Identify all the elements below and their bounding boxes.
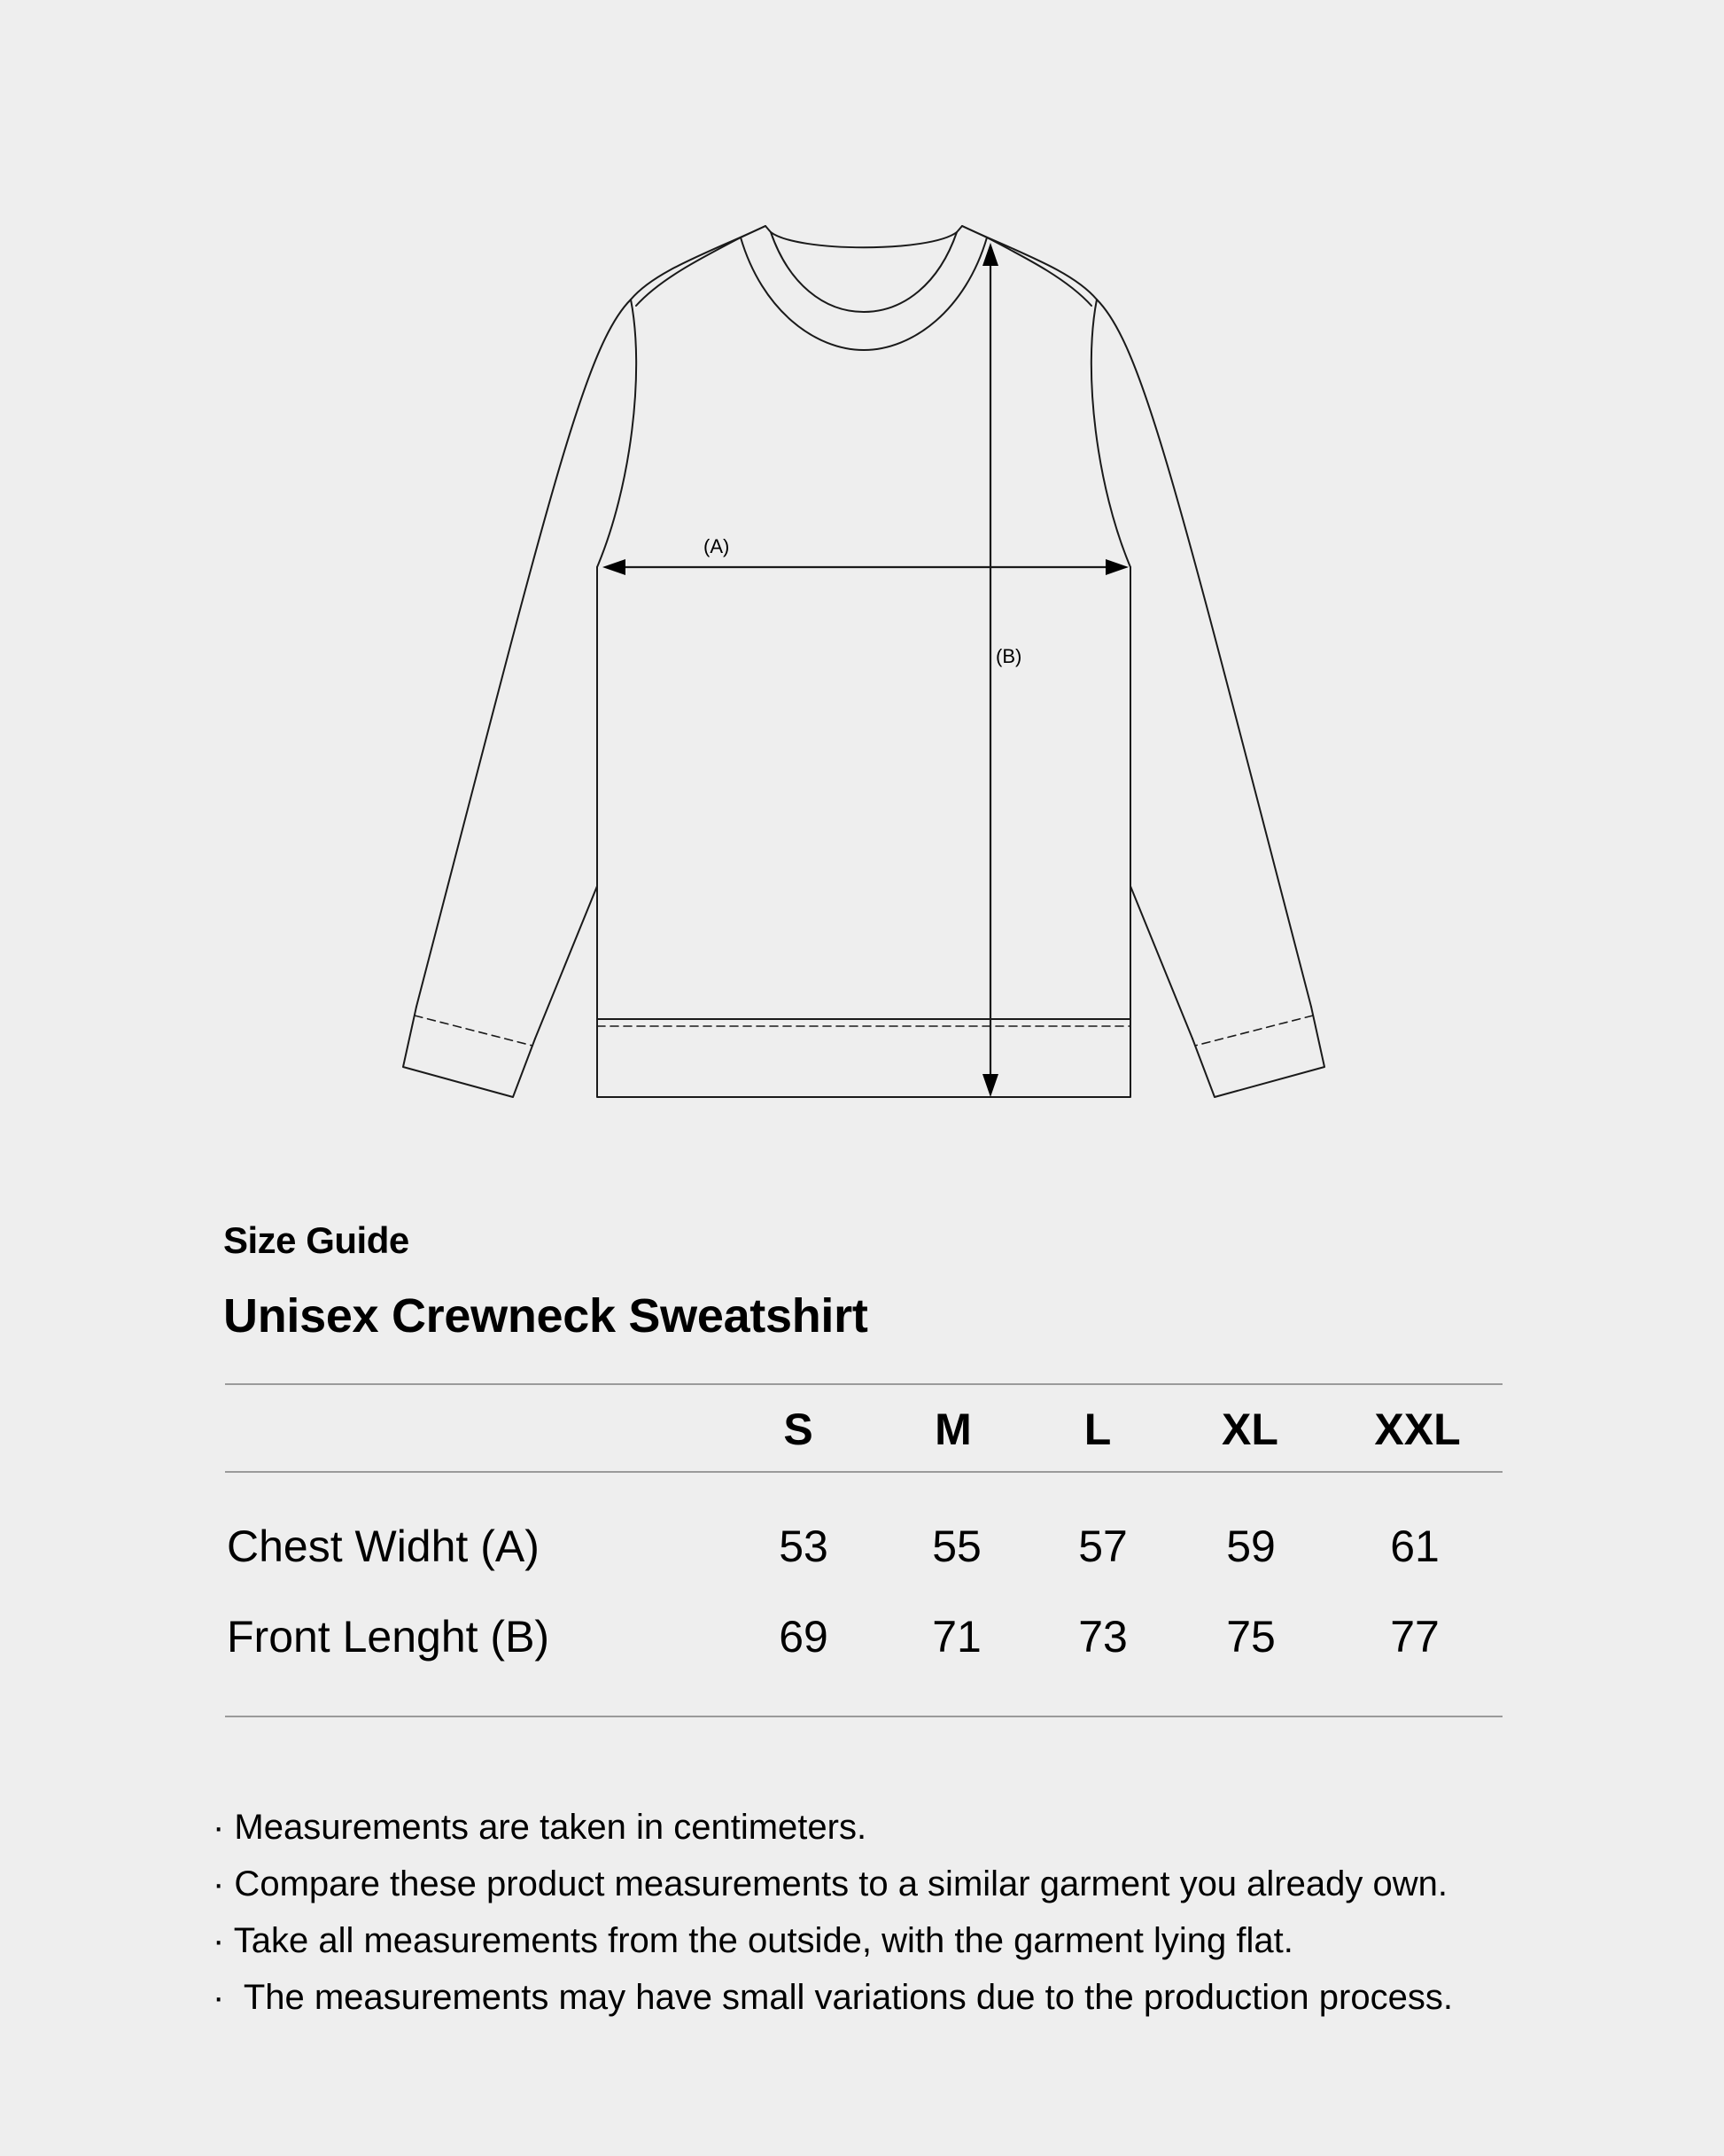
body-outline	[597, 567, 1130, 1097]
right-armhole	[1091, 300, 1130, 567]
right-cuff-stitch	[1195, 1016, 1313, 1046]
label-a: (A)	[703, 535, 730, 557]
sweatshirt-outline	[403, 226, 1324, 1097]
right-sleeve-inner	[1130, 886, 1192, 1039]
cell-chest-xxl: 61	[1390, 1522, 1440, 1571]
cell-length-l: 73	[1078, 1612, 1128, 1662]
neckline-back	[771, 232, 957, 247]
row-label-length: Front Lenght (B)	[227, 1612, 550, 1662]
cell-length-xxl: 77	[1390, 1612, 1440, 1662]
chest-width-arrow	[602, 535, 1129, 575]
left-armhole	[597, 300, 636, 567]
left-shoulder-seam	[636, 237, 741, 306]
size-header-l: L	[1083, 1405, 1112, 1454]
size-header-s: S	[783, 1405, 813, 1454]
collar-left-end	[741, 226, 771, 237]
right-cuff	[1192, 1007, 1324, 1097]
size-header-m: M	[935, 1405, 972, 1454]
note-item: · Compare these product measurements to a similar garment you already own.	[213, 1864, 1448, 1903]
arrowhead-right	[1106, 559, 1129, 575]
cell-length-m: 71	[932, 1612, 982, 1662]
table-bottom-rule	[225, 1716, 1503, 1717]
cell-chest-l: 57	[1078, 1522, 1128, 1571]
product-title: Unisex Crewneck Sweatshirt	[223, 1289, 868, 1343]
cell-chest-xl: 59	[1226, 1522, 1276, 1571]
note-item: · Take all measurements from the outside, with the garment lying flat.	[213, 1921, 1293, 1960]
size-header-xl: XL	[1222, 1405, 1278, 1454]
cell-length-s: 69	[779, 1612, 828, 1662]
collar-right-end	[957, 226, 987, 237]
left-cuff-stitch	[415, 1016, 532, 1046]
collar-inner	[771, 232, 957, 312]
table-header-rule	[225, 1471, 1503, 1473]
size-guide-subtitle: Size Guide	[223, 1219, 409, 1261]
note-item: · Measurements are taken in centimeters.	[213, 1808, 867, 1847]
row-label-chest: Chest Widht (A)	[227, 1522, 540, 1571]
front-length-arrow	[982, 243, 1021, 1097]
size-header-xxl: XXL	[1374, 1405, 1461, 1454]
cell-chest-m: 55	[932, 1522, 982, 1571]
collar-outer	[741, 237, 987, 350]
left-shoulder	[631, 226, 765, 300]
right-shoulder-seam	[987, 237, 1091, 306]
right-shoulder	[962, 226, 1097, 300]
table-top-rule	[225, 1383, 1503, 1385]
arrowhead-bottom	[982, 1074, 998, 1097]
measurement-notes	[213, 1799, 1453, 2026]
note-item: · The measurements may have small variations due to the production process.	[213, 1978, 1453, 2017]
arrowhead-left	[602, 559, 625, 575]
cell-length-xl: 75	[1226, 1612, 1276, 1662]
right-sleeve-outer	[1097, 300, 1311, 1007]
label-b: (B)	[996, 645, 1022, 667]
left-sleeve-inner	[535, 886, 597, 1039]
left-sleeve-outer	[416, 300, 631, 1007]
left-cuff	[403, 1007, 535, 1097]
cell-chest-s: 53	[779, 1522, 828, 1571]
